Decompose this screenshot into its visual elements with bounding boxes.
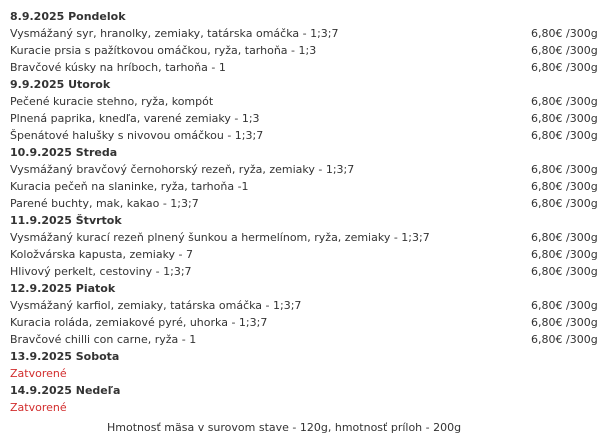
day-sunday bbox=[10, 382, 598, 416]
menu-item-name: Hlivový perkelt, cestoviny - 1;3;7 bbox=[10, 265, 192, 278]
menu-item-name: Kuracie prsia s pažítkovou omáčkou, ryža, tarhoňa - 1;3 bbox=[10, 44, 317, 57]
menu-item bbox=[10, 42, 598, 59]
menu-item-price: 6,80€ /300g bbox=[531, 27, 598, 40]
menu-item bbox=[10, 59, 598, 76]
day-friday bbox=[10, 280, 598, 348]
day-header: 14.9.2025 Nedeľa bbox=[10, 384, 121, 397]
menu-item-name: Pečené kuracie stehno, ryža, kompót bbox=[10, 95, 214, 108]
menu-item bbox=[10, 127, 598, 144]
menu-item bbox=[10, 110, 598, 127]
closed-notice: Zatvorené bbox=[10, 401, 67, 414]
menu-item-name: Bravčové chilli con carne, ryža - 1 bbox=[10, 333, 197, 346]
menu-item-name: Vysmážaný kurací rezeň plnený šunkou a hermelínom, ryža, zemiaky - 1;3;7 bbox=[10, 231, 430, 244]
day-saturday bbox=[10, 348, 598, 382]
menu-item-price: 6,80€ /300g bbox=[531, 248, 598, 261]
menu-item bbox=[10, 314, 598, 331]
day-header: 8.9.2025 Pondelok bbox=[10, 10, 126, 23]
menu-item-price: 6,80€ /300g bbox=[531, 316, 598, 329]
day-header: 10.9.2025 Streda bbox=[10, 146, 118, 159]
day-header: 13.9.2025 Sobota bbox=[10, 350, 120, 363]
menu-item bbox=[10, 331, 598, 348]
menu-item-price: 6,80€ /300g bbox=[531, 265, 598, 278]
weight-note: Hmotnosť mäsa v surovom stave - 120g, hmotnosť príloh - 200g bbox=[107, 421, 462, 434]
day-tuesday bbox=[10, 76, 598, 144]
day-monday bbox=[10, 8, 598, 76]
menu-item-name: Vysmážaný bravčový černohorský rezeň, ryža, zemiaky - 1;3;7 bbox=[10, 163, 355, 176]
day-wednesday bbox=[10, 144, 598, 212]
menu-item-name: Vysmážaný syr, hranolky, zemiaky, tatárska omáčka - 1;3;7 bbox=[10, 27, 339, 40]
menu-item-price: 6,80€ /300g bbox=[531, 61, 598, 74]
menu-item-price: 6,80€ /300g bbox=[531, 163, 598, 176]
day-thursday bbox=[10, 212, 598, 280]
menu-item-price: 6,80€ /300g bbox=[531, 112, 598, 125]
menu-item-name: Bravčové kúsky na hríboch, tarhoňa - 1 bbox=[10, 61, 226, 74]
menu-item-name: Kuracia pečeň na slaninke, ryža, tarhoňa -1 bbox=[10, 180, 249, 193]
menu-item bbox=[10, 25, 598, 42]
menu-item-price: 6,80€ /300g bbox=[531, 231, 598, 244]
day-header: 9.9.2025 Utorok bbox=[10, 78, 111, 91]
menu-item bbox=[10, 195, 598, 212]
menu-item bbox=[10, 161, 598, 178]
menu-item bbox=[10, 297, 598, 314]
closed-notice: Zatvorené bbox=[10, 367, 67, 380]
menu-item-price: 6,80€ /300g bbox=[531, 129, 598, 142]
menu-item-price: 6,80€ /300g bbox=[531, 197, 598, 210]
menu-item-name: Špenátové halušky s nivovou omáčkou - 1;3;7 bbox=[10, 129, 264, 142]
menu-item-name: Plnená paprika, knedľa, varené zemiaky - 1;3 bbox=[10, 112, 260, 125]
menu-item-name: Vysmážaný karfiol, zemiaky, tatárska omáčka - 1;3;7 bbox=[10, 299, 302, 312]
menu-item-price: 6,80€ /300g bbox=[531, 299, 598, 312]
menu-item bbox=[10, 263, 598, 280]
menu-item-price: 6,80€ /300g bbox=[531, 95, 598, 108]
menu-item bbox=[10, 93, 598, 110]
weekly-menu bbox=[10, 8, 598, 416]
menu-item-name: Koložvárska kapusta, zemiaky - 7 bbox=[10, 248, 194, 261]
menu-item-price: 6,80€ /300g bbox=[531, 180, 598, 193]
menu-item-price: 6,80€ /300g bbox=[531, 333, 598, 346]
menu-item-price: 6,80€ /300g bbox=[531, 44, 598, 57]
menu-item-name: Parené buchty, mak, kakao - 1;3;7 bbox=[10, 197, 199, 210]
menu-item bbox=[10, 229, 598, 246]
menu-item bbox=[10, 178, 598, 195]
day-header: 12.9.2025 Piatok bbox=[10, 282, 116, 295]
menu-item bbox=[10, 246, 598, 263]
menu-item-name: Kuracia roláda, zemiakové pyré, uhorka - 1;3;7 bbox=[10, 316, 268, 329]
day-header: 11.9.2025 Štvrtok bbox=[10, 214, 122, 227]
